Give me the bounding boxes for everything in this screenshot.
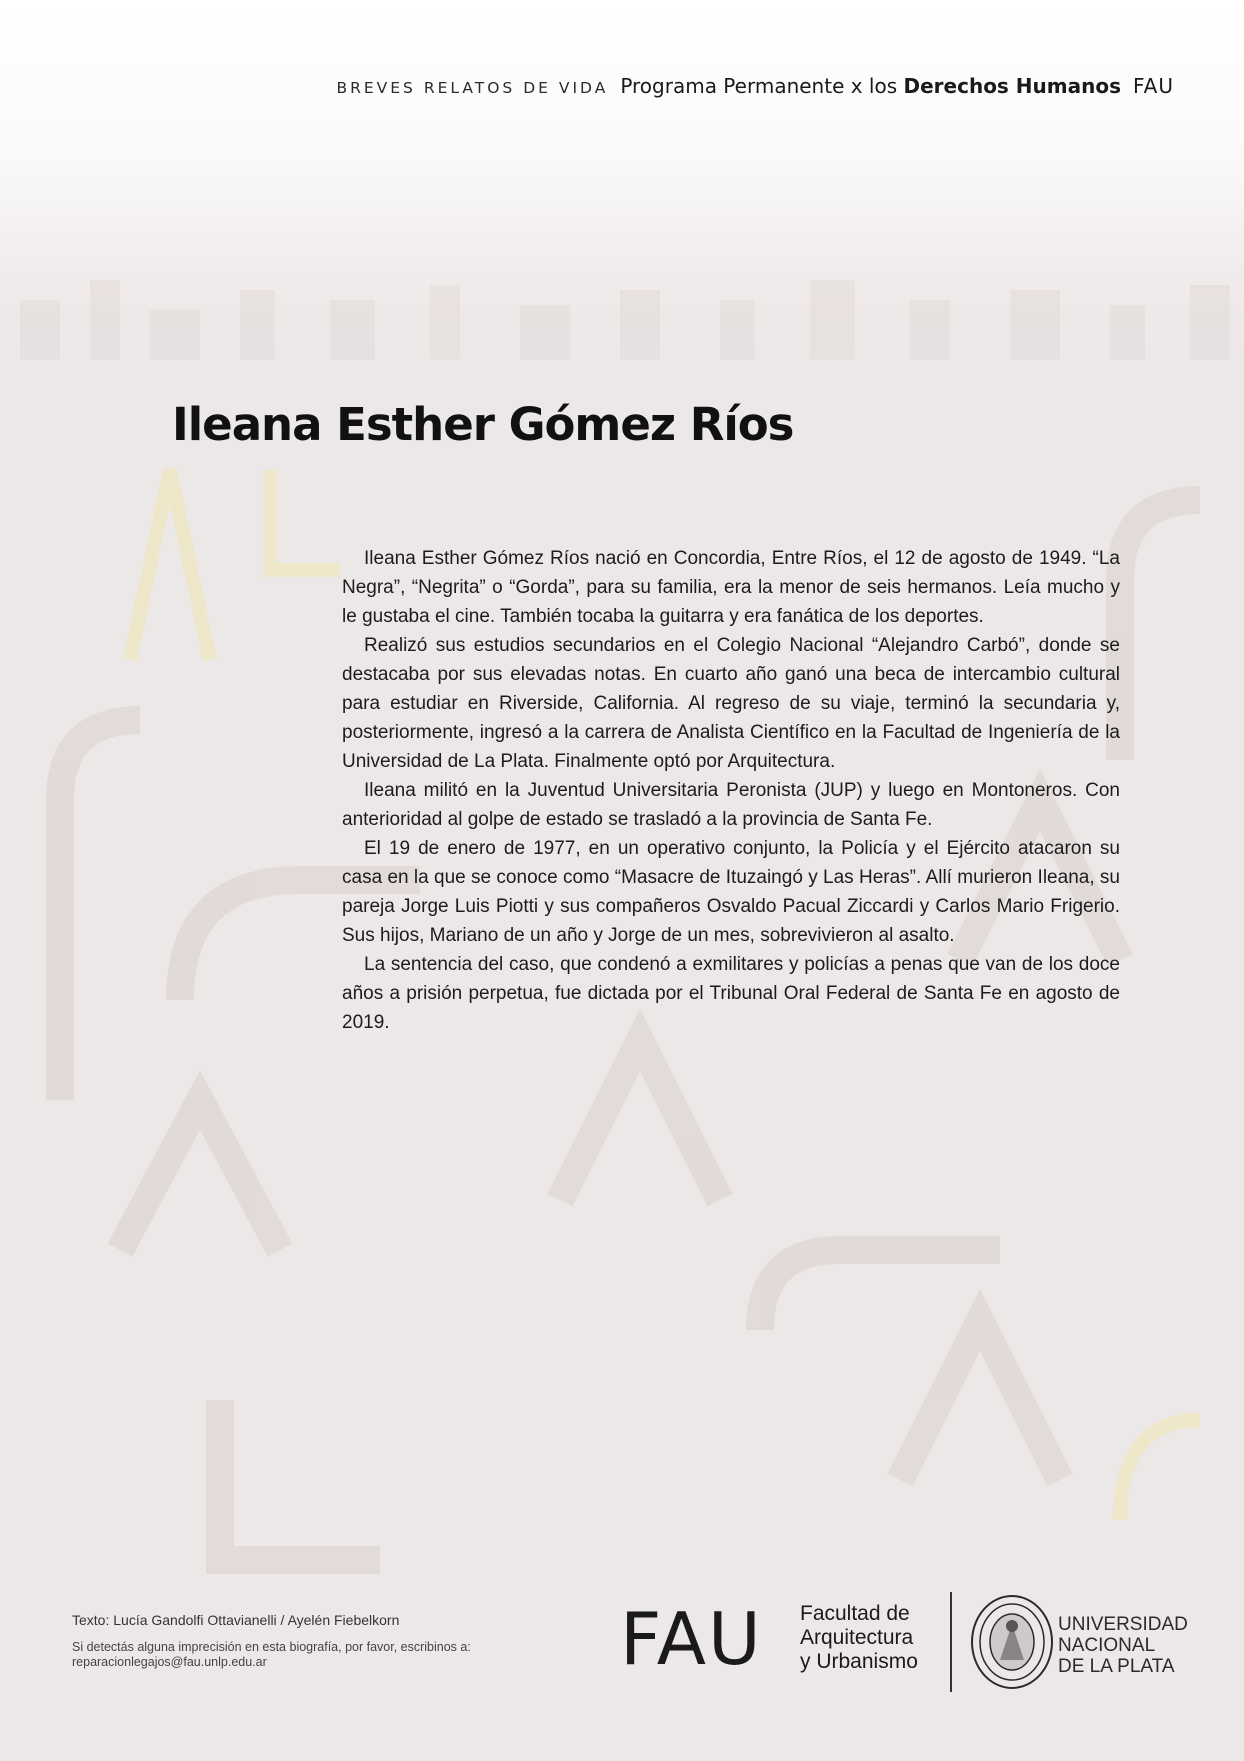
- program-label: [620, 74, 1121, 98]
- unlp-name: [1058, 1614, 1188, 1677]
- correction-note: Si detectás alguna imprecisión en esta biografía, por favor, escribinos a: reparacionlegajos@fau.unlp.edu.ar: [72, 1640, 471, 1669]
- unlp-seal-icon: [970, 1594, 1054, 1690]
- fau-name: [800, 1602, 918, 1674]
- unlp-name-line-3: DE LA PLATA: [1058, 1656, 1175, 1677]
- page-title: Ileana Esther Gómez Ríos: [172, 398, 794, 451]
- unlp-name-line-2: NACIONAL: [1058, 1635, 1156, 1656]
- biography-text: [342, 544, 1120, 1037]
- fau-name-line-3: y Urbanismo: [800, 1650, 918, 1673]
- fau-logo: [620, 1602, 780, 1672]
- program-bold: Derechos Humanos: [903, 74, 1121, 98]
- paragraph-4: El 19 de enero de 1977, en un operativo conjunto, la Policía y el Ejército atacaron su casa en la que se conoce como “Masacre de Ituzaingó y Las Heras”. Allí murieron Ileana, su pareja Jorge Luis Piotti y sus compañeros Osvaldo Pacual Ziccardi y Carlos Mario Frigerio. Sus hijos, Mariano de un año y Jorge de un mes, sobrevivieron al asalto.: [342, 838, 1120, 946]
- unlp-name-line-1: UNIVERSIDAD: [1058, 1614, 1188, 1635]
- series-label: BREVES RELATOS DE VIDA: [336, 79, 609, 97]
- fau-mini-logo: FAU: [1133, 74, 1174, 98]
- fau-logo-text: FAU: [620, 1602, 763, 1672]
- paragraph-5: La sentencia del caso, que condenó a exmilitares y policías a penas que van de los doce años a prisión perpetua, fue dictada por el Tribunal Oral Federal de Santa Fe en agosto de 2019.: [342, 954, 1120, 1033]
- paragraph-2: Realizó sus estudios secundarios en el Colegio Nacional “Alejandro Carbó”, donde se destacaba por sus elevadas notas. En cuarto año ganó una beca de intercambio cultural para estudiar en Riverside, California. Al regreso de su viaje, terminó la secundaria y, posteriormente, ingresó a la carrera de Analista Científico en la Facultad de Ingeniería de la Universidad de La Plata. Finalmente optó por Arquitectura.: [342, 635, 1120, 772]
- paragraph-1: Ileana Esther Gómez Ríos nació en Concordia, Entre Ríos, el 12 de agosto de 1949. “La Negra”, “Negrita” o “Gorda”, para su familia, era la menor de seis hermanos. Leía mucho y le gustaba el cine. También tocaba la guitarra y era fanática de los deportes.: [342, 548, 1120, 627]
- logo-divider: [950, 1592, 952, 1692]
- program-prefix: Programa Permanente x los: [620, 74, 898, 98]
- paragraph-3: Ileana militó en la Juventud Universitaria Peronista (JUP) y luego en Montoneros. Con anterioridad al golpe de estado se trasladó a la provincia de Santa Fe.: [342, 780, 1120, 830]
- page-header: [336, 74, 1174, 98]
- author-credit: Texto: Lucía Gandolfi Ottavianelli / Ayelén Fiebelkorn: [72, 1612, 400, 1628]
- fau-name-line-2: Arquitectura: [800, 1626, 914, 1649]
- credits: [72, 1612, 492, 1670]
- footer-logos: [620, 1592, 1188, 1702]
- fau-name-line-1: Facultad de: [800, 1602, 910, 1625]
